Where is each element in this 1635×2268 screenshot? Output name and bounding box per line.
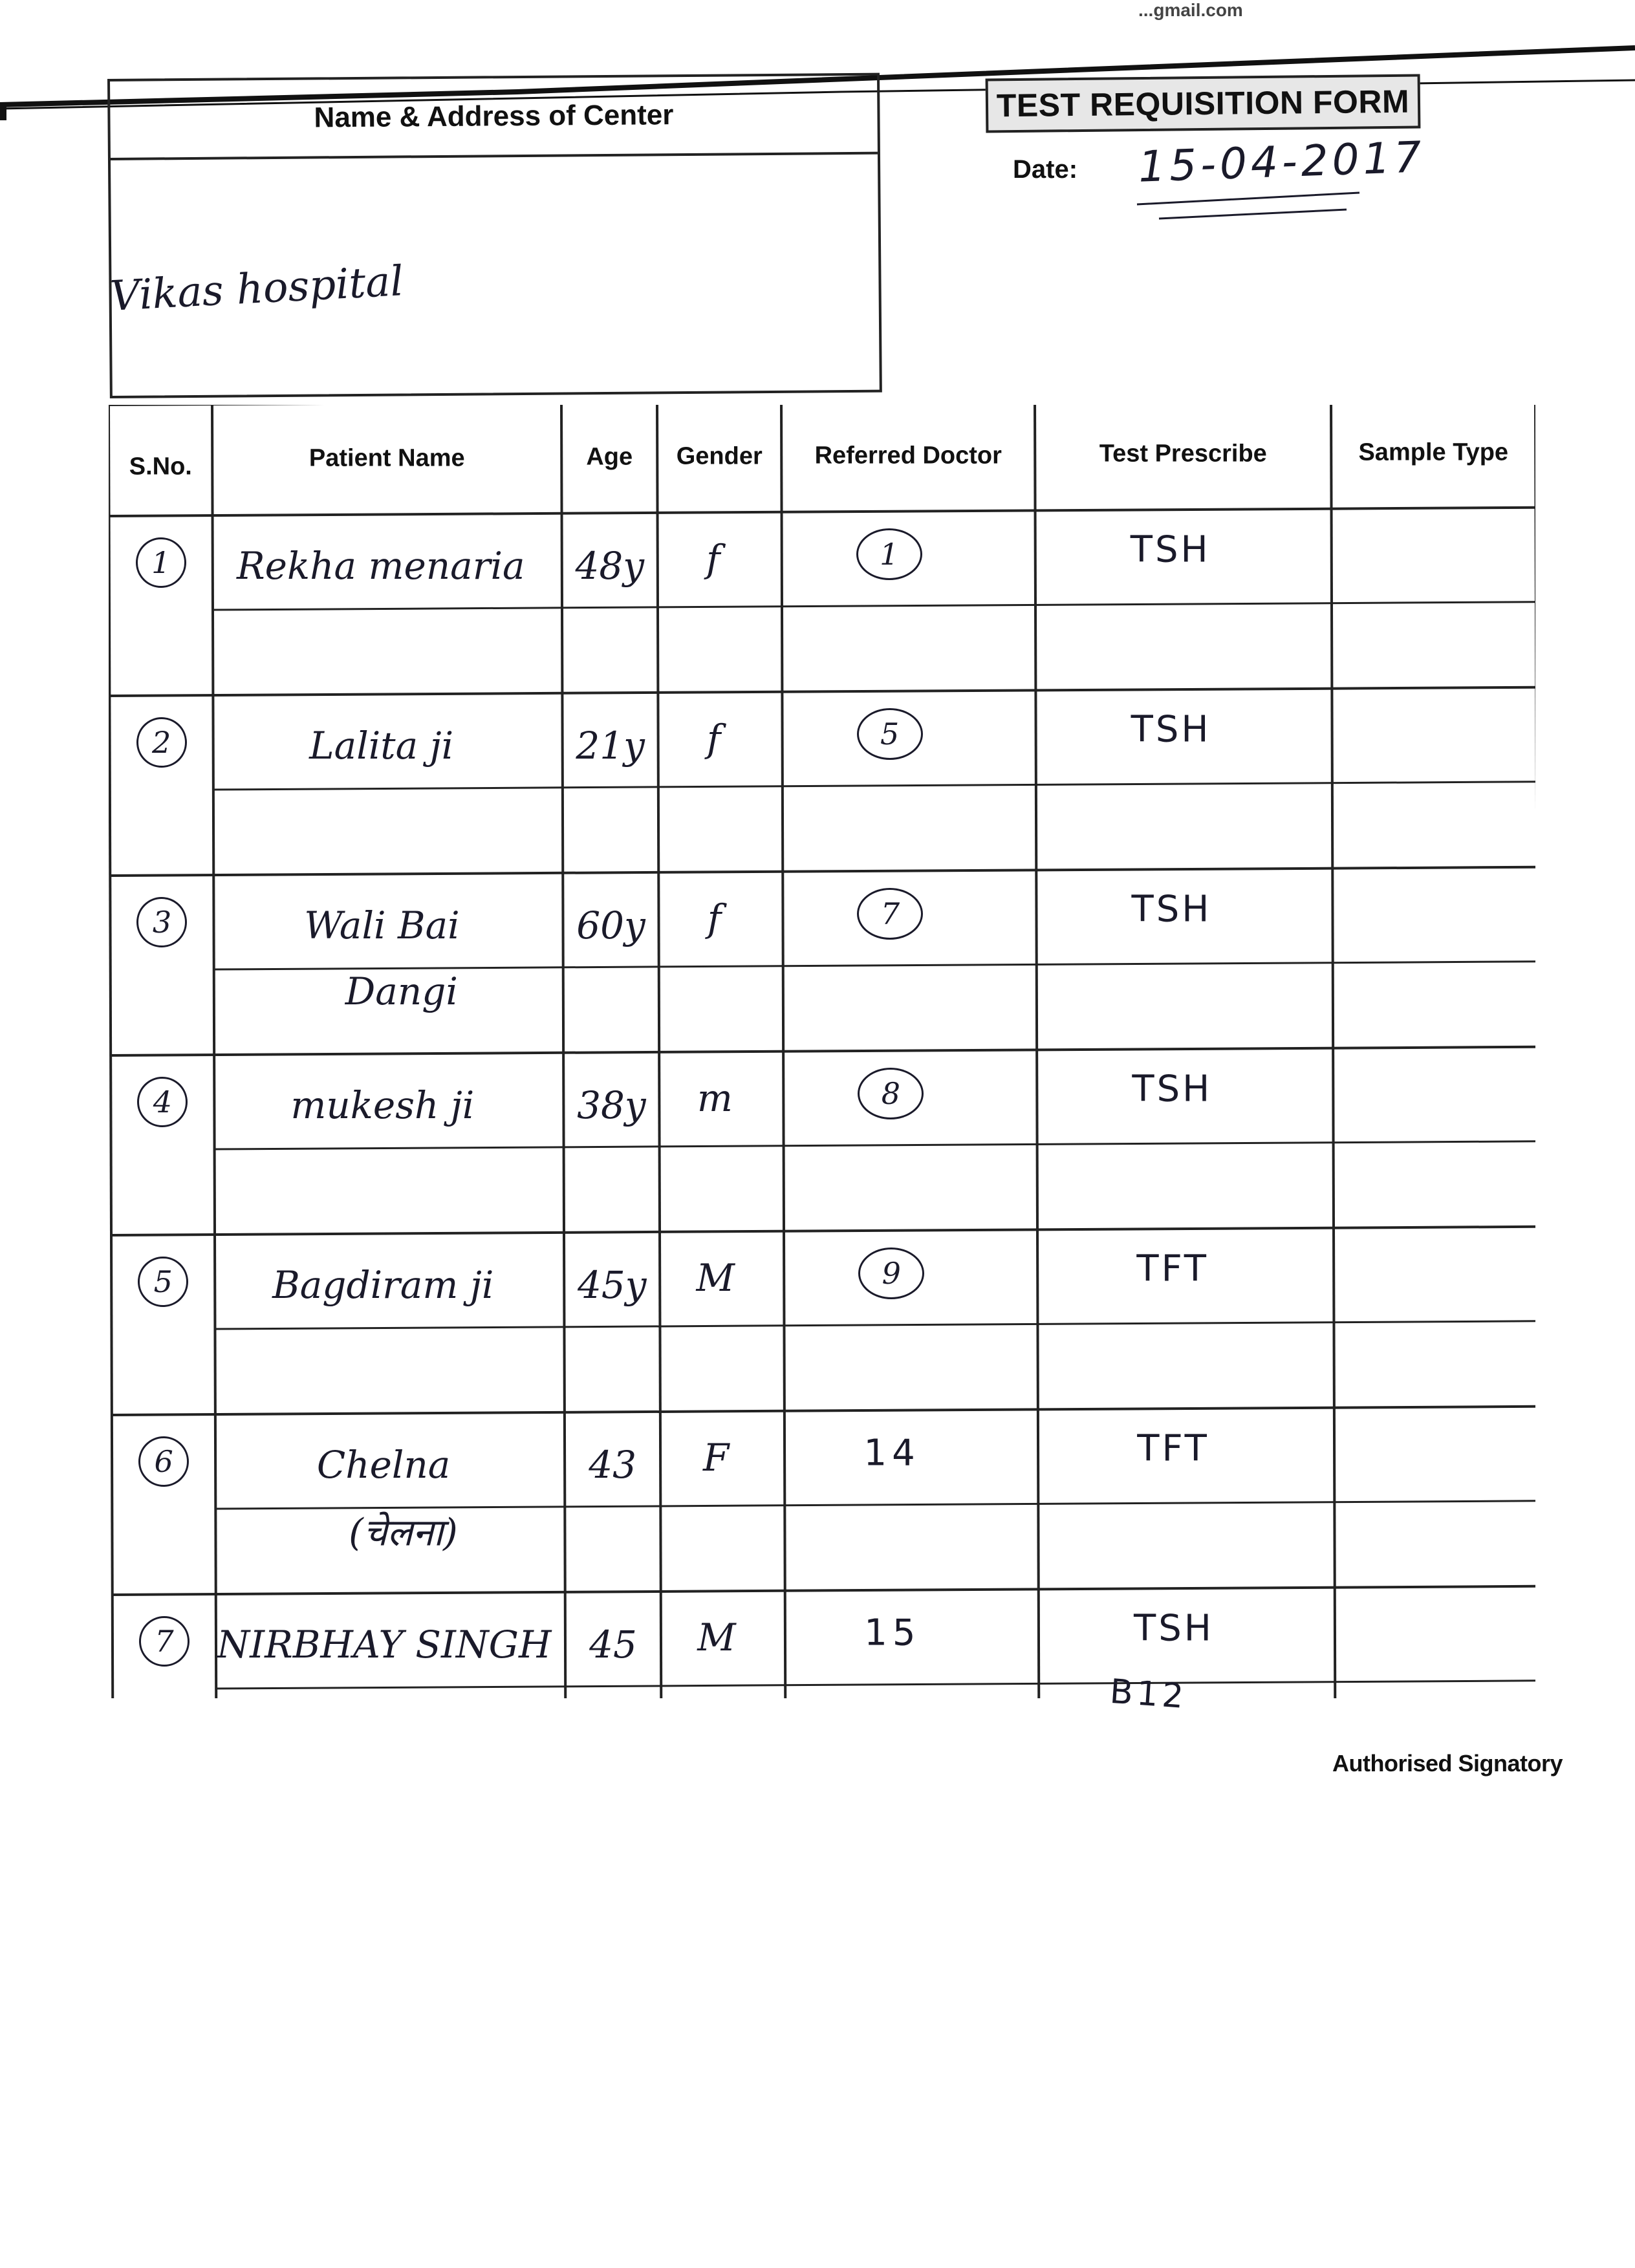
referred-doctor: 7 (857, 888, 923, 940)
row-number-circle: 5 (138, 1257, 188, 1307)
patient-gender: f (706, 537, 720, 581)
patient-gender: F (702, 1436, 730, 1480)
date-label: Date: (1013, 155, 1078, 184)
test-prescribed: TFT (1137, 1427, 1209, 1470)
test-prescribed: TSH (1130, 528, 1211, 571)
patient-name: mukesh ji (290, 1083, 475, 1128)
row-number-circle: 4 (137, 1077, 188, 1127)
row-number-circle: 7 (139, 1616, 189, 1667)
patient-gender: m (697, 1076, 733, 1121)
patient-name-line2: (चेलना) (349, 1510, 458, 1555)
table-grid (109, 405, 1535, 1698)
patient-gender: M (697, 1615, 736, 1660)
patient-age: 45 (589, 1623, 637, 1667)
referred-doctor: 8 (858, 1068, 924, 1119)
patient-gender: f (706, 717, 721, 761)
patient-name-line2: Dangi (345, 969, 458, 1014)
column-header: Gender (676, 442, 763, 470)
patient-age: 45y (577, 1263, 647, 1308)
date-value: 15-04-2017 (1137, 132, 1426, 192)
center-heading: Name & Address of Center (110, 76, 878, 160)
referred-doctor: 15 (864, 1612, 921, 1654)
authorised-signatory: Authorised Signatory (1332, 1750, 1563, 1777)
patient-name: NIRBHAY SINGH (217, 1623, 552, 1667)
header-email: ...gmail.com (1138, 0, 1243, 20)
patient-age: 38y (577, 1083, 646, 1128)
date-underline (1133, 188, 1366, 226)
patient-age: 43 (589, 1443, 637, 1487)
patient-name: Lalita ji (309, 724, 454, 768)
row-number-circle: 2 (136, 717, 187, 768)
patient-name: Rekha menaria (236, 544, 525, 589)
form-title: TEST REQUISITION FORM (986, 74, 1421, 133)
referred-doctor: 9 (858, 1247, 924, 1299)
patient-name: Chelna (316, 1443, 451, 1487)
test-prescribed: TSH (1131, 708, 1211, 751)
center-address-box (107, 73, 882, 398)
row-number-circle: 6 (138, 1436, 189, 1487)
row-number-circle: 3 (136, 897, 187, 947)
column-header: Patient Name (309, 444, 465, 472)
referred-doctor: 1 (856, 528, 922, 580)
column-header: Test Prescribe (1099, 440, 1267, 468)
patient-name: Bagdiram ji (272, 1263, 494, 1308)
column-header: Age (586, 443, 633, 471)
patient-name: Wali Bai (304, 903, 460, 948)
patient-age: 60y (576, 903, 645, 948)
patient-gender: f (707, 896, 722, 941)
row-number-circle: 1 (136, 537, 186, 588)
column-header: S.No. (129, 453, 192, 481)
patient-gender: M (696, 1256, 735, 1301)
column-header: Sample Type (1358, 438, 1509, 466)
test-prescribed: TSH (1132, 1068, 1213, 1110)
referred-doctor: 14 (863, 1432, 920, 1474)
referred-doctor: 5 (857, 708, 923, 760)
patient-age: 21y (576, 724, 645, 768)
below-table-note: B12 (1109, 1672, 1189, 1717)
test-prescribed: TSH (1131, 888, 1212, 931)
test-prescribed: TFT (1136, 1247, 1209, 1290)
column-header: Referred Doctor (814, 442, 1002, 470)
center-name: Vikas hospital (109, 257, 405, 321)
patient-age: 48y (575, 544, 645, 589)
requisition-table (109, 405, 1535, 1698)
test-prescribed: TSH (1133, 1607, 1214, 1650)
